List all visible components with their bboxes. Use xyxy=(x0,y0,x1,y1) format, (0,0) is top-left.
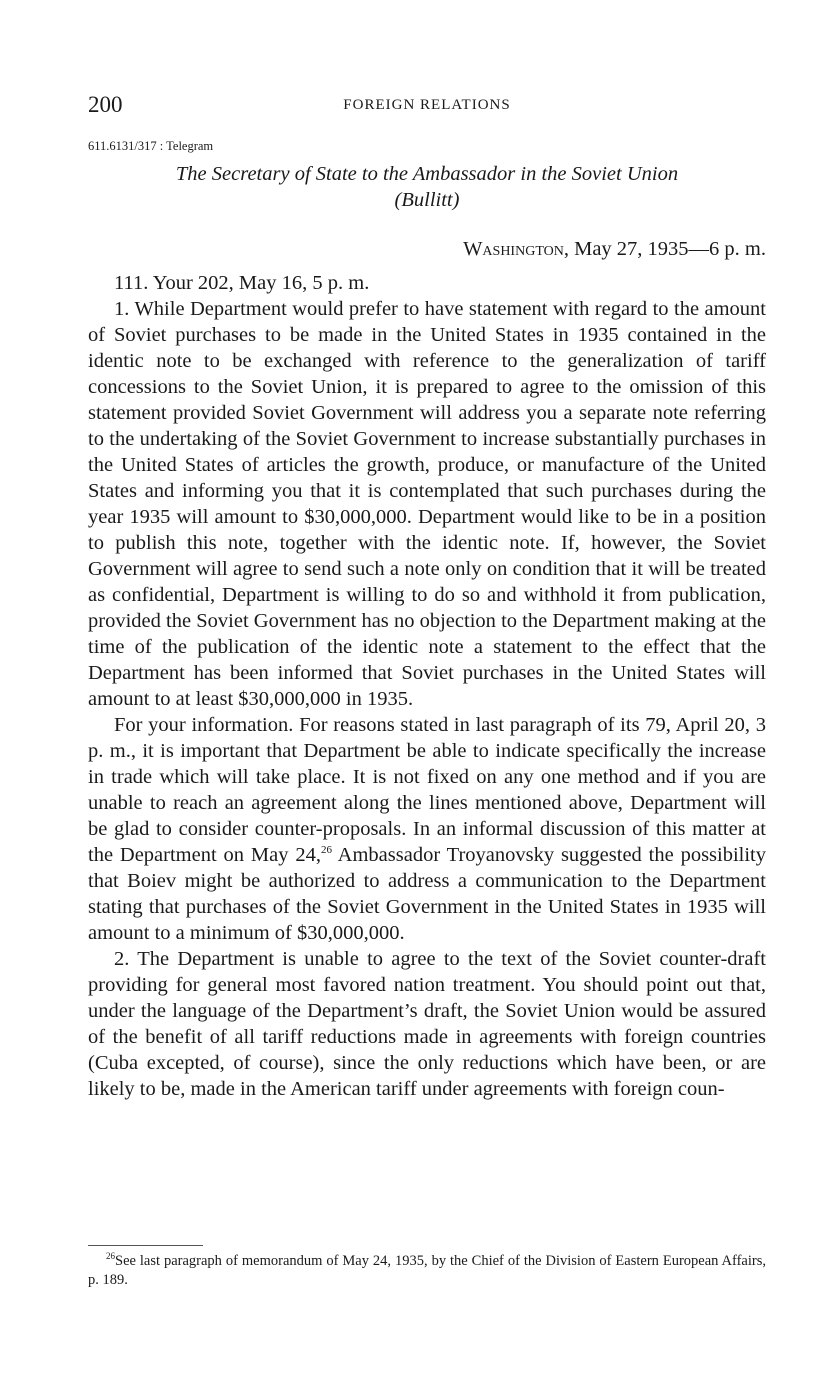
dateline xyxy=(463,238,766,261)
document-title xyxy=(88,161,766,213)
dateline-place: Washington xyxy=(463,238,564,260)
footnote-text: See last paragraph of memorandum of May 24, 1935, by the Chief of the Division of Eastern European Affairs, p. 189. xyxy=(88,1253,766,1288)
paragraph-2 xyxy=(88,712,766,946)
page-number: 200 xyxy=(88,92,123,117)
telegram-body xyxy=(88,270,766,1102)
running-head: FOREIGN RELATIONS xyxy=(343,97,511,113)
title-line-2: (Bullitt) xyxy=(394,189,460,211)
footnote-mark: 26 xyxy=(106,1251,115,1262)
paragraph-1: 1. While Department would prefer to have statement with regard to the amount of Soviet purchases to be made in the United States in 1935 contained in the identic note to be exchanged with reference to the generalization of tariff concessions to the Soviet Union, it is prepared to agree to the omission of this statement provided Soviet Government will address you a separate note referring to the undertaking of the Soviet Government to increase substantially purchases in the United States of articles the growth, produce, or manufacture of the United States and informing you that it is contemplated that such purchases during the year 1935 will amount to $30,000,000. Department would like to be in a position to publish this note, together with the identic note. If, however, the Soviet Government will agree to send such a note only on condition that it will be treated as confidential, Department is willing to do so and withhold it from publication, provided the Soviet Government has no objection to the Department making at the time of the publication of the identic note a statement to the effect that the Department has been informed that Soviet purchases in the United States will amount to at least $30,000,000 in 1935. xyxy=(88,298,766,710)
dateline-date: , May 27, 1935—6 p. m. xyxy=(563,238,766,260)
footnote-divider xyxy=(88,1245,203,1246)
paragraph-3: 2. The Department is unable to agree to the text of the Soviet counter-draft providing for general most favored nation treatment. You should point out that, under the language of the Department’s draft, the Soviet Union would be assured of the benefit of all tariff reductions made in agreements with foreign countries (Cuba excepted, of course), since the only reductions which have been, or are likely to be, made in the American tariff under agreements with foreign coun- xyxy=(88,948,766,1100)
file-reference: 611.6131/317 : Telegram xyxy=(88,139,214,153)
paragraph-2-text-b: Ambassador Troyanovsky suggested the possibility that Boiev might be authorized to address a communication to the Department stating that purchases of the Soviet Government in the United States in 1935 will amount to a minimum of $30,000,000. xyxy=(88,844,767,944)
paragraph-intro: 111. Your 202, May 16, 5 p. m. xyxy=(114,272,370,294)
footnote-reference: 26 xyxy=(320,844,332,857)
paragraph-2-text-a: For your information. For reasons stated in last paragraph of its 79, April 20, 3 p. m., it is important that Department be able to indicate specifically the increase in trade which will take place. It is not fixed on any one method and if you are unable to reach an agreement along the lines mentioned above, Department will be glad to consider counter-proposals. In an informal discussion of this matter at the Department on May 24, xyxy=(88,714,766,866)
footnote xyxy=(88,1252,766,1290)
title-line-1: The Secretary of State to the Ambassador in the Soviet Union xyxy=(175,163,679,185)
page-header xyxy=(88,92,766,122)
